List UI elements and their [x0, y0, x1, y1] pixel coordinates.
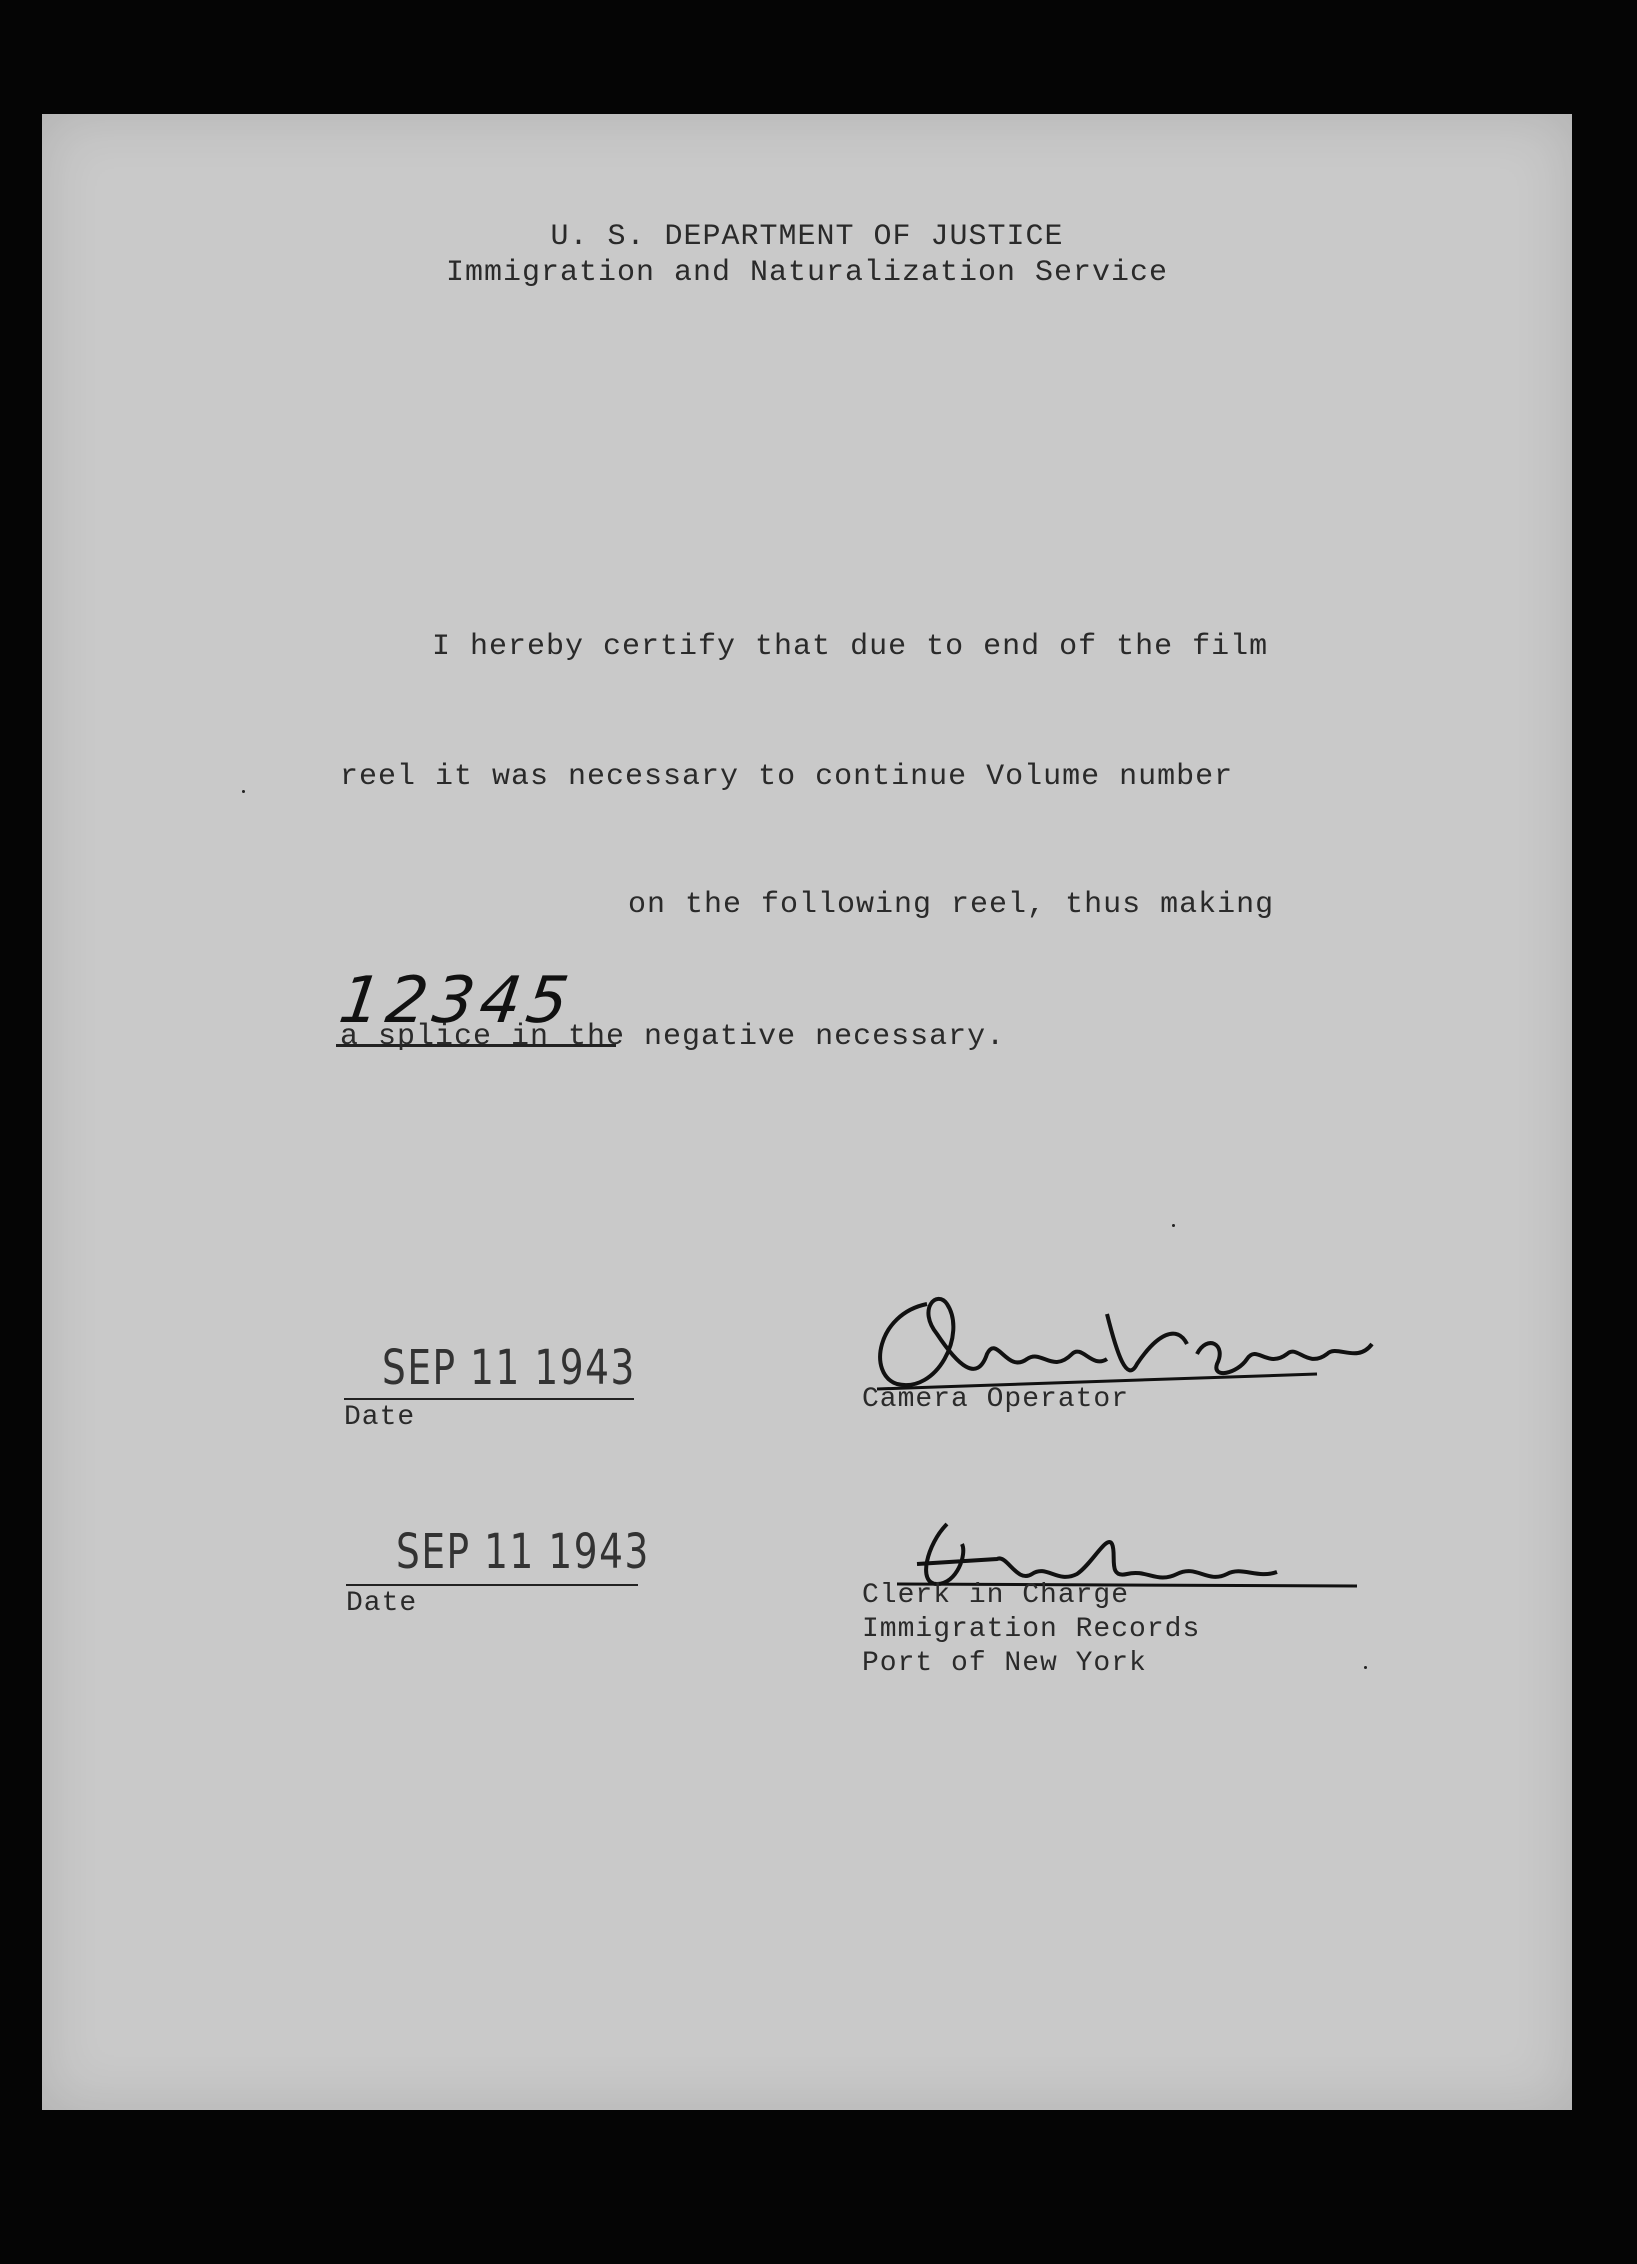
camera-operator-label: Camera Operator: [862, 1384, 1130, 1415]
certification-line-1: I hereby certify that due to end of the film: [432, 630, 1269, 664]
clerk-label-line-3: Port of New York: [862, 1648, 1147, 1679]
clerk-label-line-1: Clerk in Charge: [862, 1580, 1130, 1611]
certification-line-4: a splice in the negative necessary.: [340, 1020, 1006, 1054]
dust-speck: [1364, 1666, 1367, 1669]
date-label-2: Date: [346, 1588, 418, 1619]
dust-speck: [1172, 1224, 1175, 1227]
clerk-label-line-2: Immigration Records: [862, 1614, 1201, 1645]
date-stamp-2: SEP 11 1943: [396, 1524, 650, 1580]
certification-line-2: reel it was necessary to continue Volume number: [340, 760, 1234, 794]
date-line-1: [344, 1398, 634, 1400]
service-heading: Immigration and Naturalization Service: [445, 256, 1169, 290]
date-stamp-1: SEP 11 1943: [382, 1340, 636, 1396]
date-label-1: Date: [344, 1402, 416, 1433]
date-line-2: [346, 1584, 638, 1586]
dust-speck: [242, 790, 245, 793]
document-page: [42, 114, 1572, 2110]
department-heading: U. S. DEPARTMENT OF JUSTICE: [550, 220, 1064, 254]
certification-line-3: on the following reel, thus making: [628, 888, 1275, 922]
handwritten-volume-number: 12345: [334, 964, 579, 1038]
